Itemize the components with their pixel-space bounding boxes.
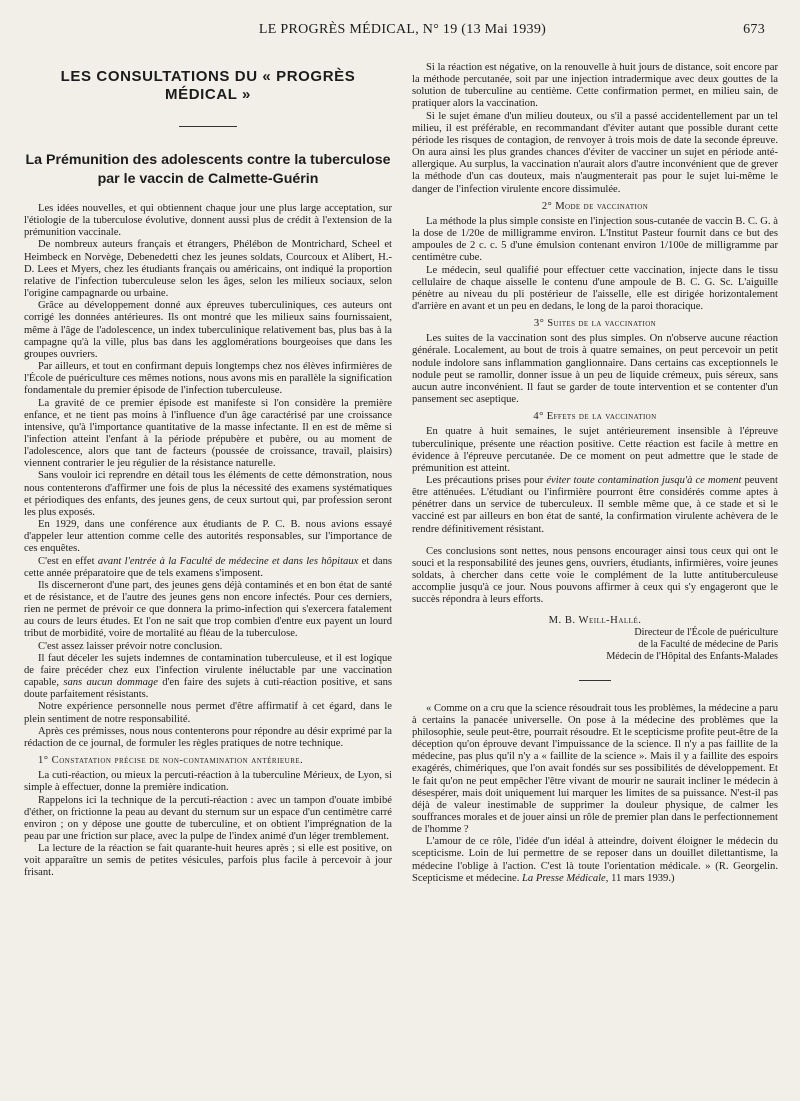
quotation-paragraph xyxy=(412,836,778,885)
italic-text: éviter toute contamination jusqu'à ce moment xyxy=(546,475,742,486)
paragraph: Notre expérience personnelle nous permet d'être affirmatif à cet égard, dans le plein sentiment de notre responsabilité. xyxy=(24,701,392,725)
paragraph xyxy=(412,475,778,536)
affiliation-line: de la Faculté de médecine de Paris xyxy=(638,639,778,651)
paragraph: Rappelons ici la technique de la percuti-réaction : avec un tampon d'ouate imbibé d'éther, on frictionne la peau au devant du sternum sur un espace d'un centimètre carré environ ; on y dépose une goutte de tuberculine, et on obtient l'imprégnation de la peau par une friction sur place, avec la pulpe de l'index animé d'un léger tremblement. xyxy=(24,794,392,842)
affiliation-line: Médecin de l'Hôpital des Enfants-Malades xyxy=(606,651,778,663)
paragraph: En quatre à huit semaines, le sujet antérieurement insensible à l'épreuve tuberculinique, présente une réaction positive. Cette réaction est facile à mettre en évidence à l'épreuve percutanée. De ce moment on peut admettre que le stade de prémunition est atteint. xyxy=(412,426,778,474)
text-run: , 11 mars 1939.) xyxy=(605,872,675,884)
article-title-line-1: La Prémunition des adolescents contre la tuberculose xyxy=(25,152,391,168)
paragraph: La méthode la plus simple consiste en l'injection sous-cutanée de vaccin B. C. G. à la dose de 1/20e de milligramme environ. L'Institut Pasteur fournit dans ce but des ampoules de 2 c. c. 5 d'une émulsion contenant environ 1/100e de milligramme par centimètre cube. xyxy=(412,215,778,264)
paragraph: Si le sujet émane d'un milieu douteux, ou s'il a passé accidentellement par un tel milieu, il est préférable, en recommandant d'éviter autant que possible durant cette période les risques de contagion, de renvoyer à trois mois de date la seconde épreuve. On aura ainsi les plus grandes chances d'éviter de vacciner un sujet en période anté-allergique. Au surplus, la vaccination n'aurait alors d'autre inconvénient que de grever la méthode d'un cas douteux, mais n'augmenterait pas pour le sujet lui-même le danger de l'infection virulente encore dissimulée. xyxy=(412,110,778,195)
paragraph: De nombreux auteurs français et étrangers, Phélébon de Montrichard, Scheel et Heimbeck en Norvège, Debenedetti chez les jeunes soldats, Courcoux et Alibert, H.-D. Lees et Myers, chez les étudiants français ou américains, ont indiqué la proportion relative de l'infection tuberculeuse selon les âges, selon les milieux sociaux, selon l'origine campagnarde ou urbaine. xyxy=(24,239,392,300)
section-heading: 2° Mode de vaccination xyxy=(541,200,649,212)
text-run: et dans cette année préparatoire que de tels examens s'imposent. xyxy=(24,555,392,579)
journal-title: LE PROGRÈS MÉDICAL, N° 19 (13 Mai 1939) xyxy=(258,22,547,37)
left-column xyxy=(24,62,392,880)
text-run: Les précautions prises pour xyxy=(426,475,547,486)
text-run: peuvent être atténuées. L'étudiant ou l'infirmière pourront être considérés comme aptes à pénétrer dans un service de tuberculeux. Il semble même que, à ce stade et si le vacciné est par ailleurs en bon état de santé, la confirmation virulente achèvera de le rendre définitivement résistant. xyxy=(412,475,778,535)
text-run: C'est en effet xyxy=(38,555,98,567)
running-header xyxy=(40,20,765,42)
paragraph: Par ailleurs, et tout en confirmant depuis longtemps chez nos élèves infirmières de l'École de puériculture ces mêmes notions, nous avons mis en parallèle la signification fondamentale du premier épisode de l'infection tuberculeuse. xyxy=(24,361,392,397)
article-title xyxy=(24,151,392,189)
article-title-line-2: par le vaccin de Calmette-Guérin xyxy=(97,171,319,187)
italic-text: La Presse Médicale xyxy=(522,872,606,884)
quotation-paragraph: « Comme on a cru que la science résoudrait tous les problèmes, la médecine a paru à certains la panacée universelle. On pose à la médecine des problèmes que la philosophie, seule peut-être, pourrait résoudre. Et le scepticisme profite peut-être de la déception qu'on éprouve devant l'impuissance de la science. Il n'y a pas faillite de la médecine, pas plus qu'il n'y a « faillite de la science ». Mais il y a faillite des espoirs exagérés, chimériques, que l'on avait fondés sur ses possibilités de développement. Et le fait qu'on ne peut empêcher l'être vivant de mourir ne saurait incliner le médecin à désespérer, mais doit uniquement lui marquer les limites de sa puissance. N'est-il pas déjà de valeur inestimable de supprimer la douleur physique, de calmer les souffrances morales et de jouer ainsi un rôle de premier plan dans le perfectionnement de l'homme ? xyxy=(412,702,778,836)
text-run: Il faut déceler les sujets indemnes de contamination tuberculeuse, et il est logique de faire précéder chez eux l'infection virulente inéluctable par une vaccination capable, xyxy=(24,652,392,689)
paragraph: Ils discerneront d'une part, des jeunes gens déjà contaminés et en bon état de santé et de résistance, et de l'autre des jeunes gens non encore infectés. Pour ces derniers, rien ne permet de prévoir ce que donnera la primo-infection qui s'exercera fatalement au cours de leurs études. Et l'on ne sait que trop combien d'entre eux payent un lourd tribut de morbidité, voire de mortalité au fléau de la tuberculose. xyxy=(24,579,392,640)
affiliation-line: Directeur de l'École de puériculture xyxy=(634,626,778,638)
italic-text: sans aucun dommage xyxy=(63,677,158,689)
paragraph: Les idées nouvelles, et qui obtiennent chaque jour une plus large acceptation, sur l'étiologie de la tuberculose évolutive, donnent aussi plus de crédit à l'extension de la prémunition vaccinale. xyxy=(24,203,392,239)
rubric-divider xyxy=(179,126,237,127)
section-divider xyxy=(579,680,611,681)
paragraph: Les suites de la vaccination sont des plus simples. On n'observe aucune réaction générale. Localement, au bout de trois à quatre semaines, on peut percevoir un petit nodule indolore sans inflammation ganglionnaire. Dans certains cas exceptionnels le nodule peut se ramollir, donner issue à un peu de liquide crémeux, puis séreux, sans aucun autre inconvénient. Il faut se garder de toute intervention et se contenter d'un pansement sec aseptique. xyxy=(412,333,778,406)
paragraph xyxy=(24,556,392,580)
author-signature: M. B. Weill-Hallé. xyxy=(548,614,642,626)
paragraph: La cuti-réaction, ou mieux la percuti-réaction à la tuberculine Mérieux, de Lyon, si simple à effectuer, donne la première indication. xyxy=(24,770,392,794)
paragraph xyxy=(24,653,392,702)
paragraph: Grâce au développement donné aux épreuves tuberculiniques, ces auteurs ont corrigé les données antérieures. Ils ont montré que les milieux sains fournissaient, même à l'âge de l'adolescence, un index tuberculinique relativement bas, plus bas à la campagne qu'à la ville, plus bas dans les agglomérations bourgeoises que dans les groupes ouvriers. xyxy=(24,300,392,360)
section-heading: 1° Constatation précise de non-contamination antérieure. xyxy=(38,755,304,767)
text-run: L'amour de ce rôle, l'idée d'un idéal à atteindre, doivent éloigner le médecin du scepticisme. Loin de lui permettre de se reposer dans un douillet dilettantisme, la médecine l'oblige à l'action. C'est là toute l'orientation médicale. » (R. Georgelin. Scepticisme et médecine. xyxy=(412,836,778,884)
paragraph: En 1929, dans une conférence aux étudiants de P. C. B. nous avions essayé d'appeler leur attention comme celle des autorités responsables, sur l'importance de ces enquêtes. xyxy=(24,519,392,555)
paragraph: Si la réaction est négative, on la renouvelle à huit jours de distance, soit encore par la méthode percutanée, soit par une injection intradermique avec deux gouttes de la solution de tuberculine au centième. Cette confirmation permet, en milieu sain, de pratiquer alors la vaccination. xyxy=(412,62,778,110)
section-heading: 4° Effets de la vaccination xyxy=(533,411,657,423)
text-run: d'en faire des sujets à cuti-réaction positive, et sans doute parfaitement résistants. xyxy=(24,677,392,701)
page-number: 673 xyxy=(743,22,765,37)
paragraph: Sans vouloir ici reprendre en détail tous les éléments de cette démonstration, nous nous contenterons d'affirmer une fois de plus la nécessité des examens systématiques et périodiques des enfants, des jeunes gens, de ceux surtout qui, par profession seront les plus exposés. xyxy=(24,470,392,518)
paragraph: La gravité de ce premier épisode est manifeste si l'on considère la première enfance, et ne tient pas moins à l'influence d'un âge caractérisé par une croissance intensive, qu'à l'importance quantitative de la masse infectante. Il en est de même si l'infection atteint l'enfant à la période prépubère et pubère, ou au moment de l'adolescence, alors que tant de facteurs (poussée de croissance, travail, plaisirs) viennent contrarier le jeu régulier de la résistance naturelle. xyxy=(24,397,392,470)
section-rubric: LES CONSULTATIONS DU « PROGRÈS MÉDICAL » xyxy=(60,68,356,103)
spacer xyxy=(412,536,778,546)
author-affiliation xyxy=(412,627,778,664)
section-heading: 3° Suites de la vaccination xyxy=(533,318,657,330)
paragraph: Ces conclusions sont nettes, nous pensons encourager ainsi tous ceux qui ont le souci et la responsabilité des jeunes gens, ouvriers, étudiants, infirmières, voire jeunes soldats, à chercher dans cette voie le complément de la lutte antituberculeuse accomplie jusqu'à ce jour. Nous pouvons affirmer à ceux qui s'y engageront que le succès répondra à leurs efforts. xyxy=(412,545,778,606)
paragraph: Après ces prémisses, nous nous contenterons pour répondre au désir exprimé par la rédaction de ce journal, de formuler les règles pratiques de notre technique. xyxy=(24,725,392,749)
right-column xyxy=(412,62,778,885)
paragraph: C'est assez laisser prévoir notre conclusion. xyxy=(38,640,223,652)
paragraph: Le médecin, seul qualifié pour effectuer cette vaccination, injecte dans le tissu cellulaire de chaque aisselle le contenu d'une ampoule de B. C. G. Sc. L'aiguille pénètre au niveau du pli postérieur de l'aisselle, elle est dirigée horizontalement d'arrière en avant et un peu en dedans, le long de la paroi thoracique. xyxy=(412,264,778,312)
italic-text: avant l'entrée à la Faculté de médecine et dans les hôpitaux xyxy=(97,555,359,567)
paragraph: La lecture de la réaction se fait quarante-huit heures après ; si elle est positive, on voit apparaître un semis de petites vésicules, parfois plus facile à percevoir à jour frisant. xyxy=(24,843,392,879)
